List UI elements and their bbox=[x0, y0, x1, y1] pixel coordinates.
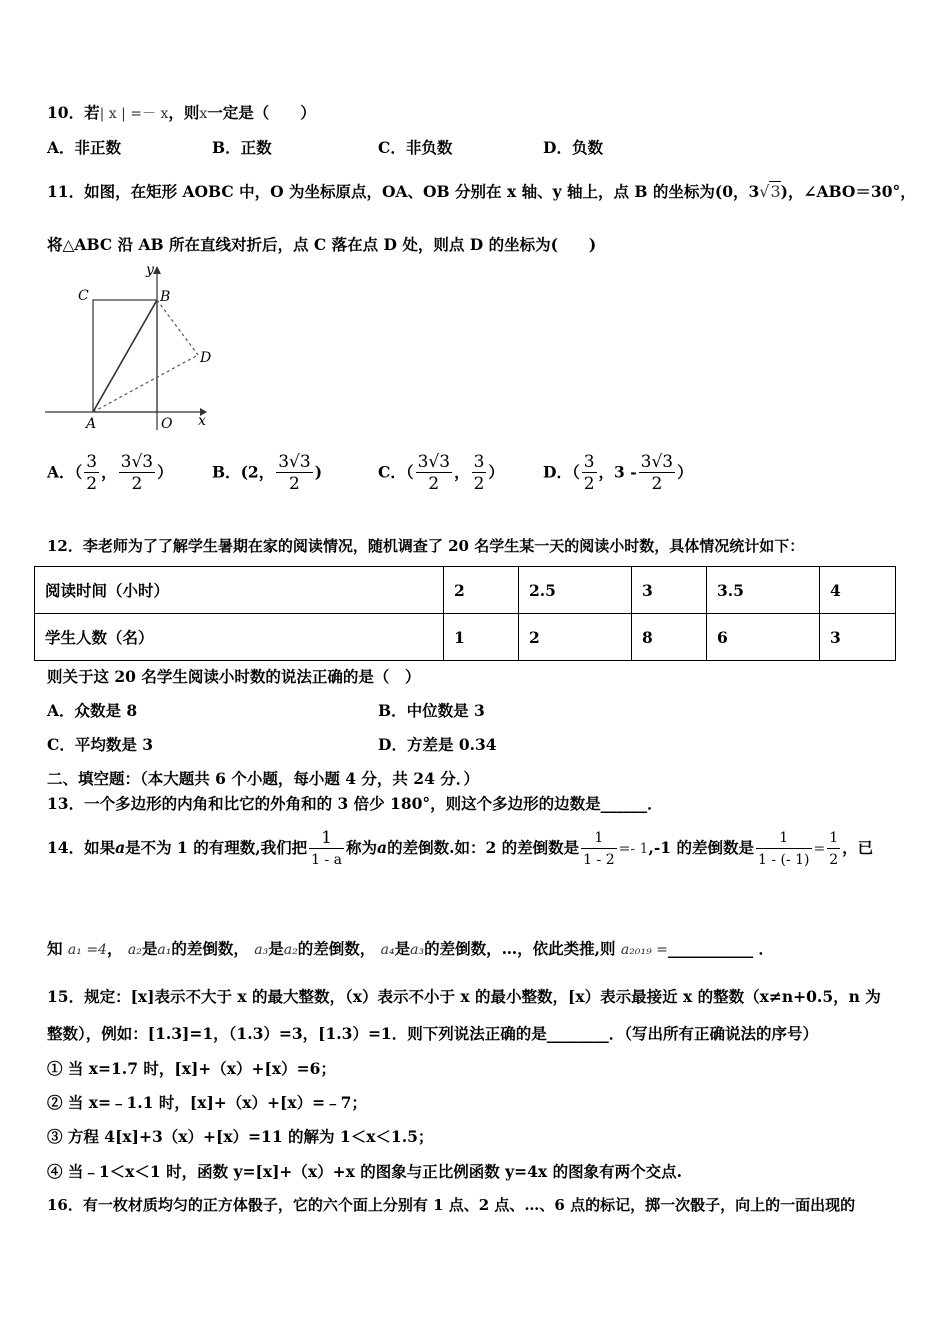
q11-a-prefix: A．（ bbox=[47, 462, 83, 482]
q14-frac-4-den: 2 bbox=[827, 848, 840, 871]
y-axis-arrow bbox=[153, 266, 161, 274]
q14-a1: a₁ bbox=[157, 942, 172, 958]
label-b: B bbox=[160, 289, 171, 305]
q11-d-prefix: D．（ bbox=[543, 462, 580, 482]
q11-option-c[interactable] bbox=[378, 452, 504, 495]
table-cell: 4 bbox=[820, 567, 896, 614]
q11-text-b: )，∠ABO＝30°， bbox=[780, 182, 916, 201]
q11-figure bbox=[40, 262, 225, 437]
q14-text-2: 是不为 1 的有理数,我们把 bbox=[125, 838, 308, 857]
q10-text-b: ，则 bbox=[168, 103, 200, 122]
table-cell: 6 bbox=[707, 614, 820, 661]
q14-l2-text-a: 知 bbox=[47, 939, 63, 958]
q11-b-suffix: ) bbox=[314, 462, 323, 482]
q15-item-2: ② 当 x=﹣1.1 时，[x]+（x）+[x）=﹣7； bbox=[47, 1093, 367, 1112]
section2-heading: 二、填空题：（本大题共 6 个小题，每小题 4 分，共 24 分．） bbox=[47, 769, 480, 788]
label-x: x bbox=[198, 413, 206, 429]
q14-a2019: a₂₀₁₉ = bbox=[620, 942, 668, 958]
table-row bbox=[35, 567, 896, 614]
q14-var-a-2: a bbox=[377, 838, 388, 857]
q14-text-4: 的差倒数.如：2 的差倒数是 bbox=[387, 838, 580, 857]
q14-frac-def-num: 1 bbox=[321, 827, 332, 848]
q16-stem: 16．有一枚材质均匀的正方体骰子，它的六个面上分别有 1 点、2 点、…、6 点的标记，掷一次骰子，向上的一面出现的 bbox=[47, 1196, 856, 1214]
q14-a1-eq: a₁ =4 bbox=[67, 942, 107, 958]
q11-c-frac2 bbox=[472, 452, 487, 495]
q10-option-d[interactable]: D．负数 bbox=[543, 138, 603, 157]
q14-frac-2-den: 1 - 2 bbox=[581, 848, 616, 871]
q11-b-frac1-den: 2 bbox=[276, 472, 312, 495]
q10-option-c[interactable]: C．非负数 bbox=[378, 138, 453, 157]
q14-frac-def-den: 1 - a bbox=[309, 848, 344, 871]
q11-stem-line2: 将△ABC 沿 AB 所在直线对折后，点 C 落在点 D 处，则点 D 的坐标为( ) bbox=[47, 235, 597, 254]
label-o: O bbox=[161, 416, 173, 432]
q10-abs-expr: | x | =－ x bbox=[99, 106, 169, 122]
q11-b-frac1-num: 3√3 bbox=[278, 452, 311, 472]
table-row bbox=[35, 614, 896, 661]
q15-line2: 整数），例如：[1.3]=1，（1.3）=3，[1.3）=1．则下列说法正确的是________．（写出所有正确说法的序号） bbox=[47, 1024, 818, 1043]
q11-a-frac1-num: 3 bbox=[86, 452, 98, 472]
table-cell: 2 bbox=[519, 614, 632, 661]
q14-frac-3 bbox=[756, 828, 812, 871]
q14-is-1: 是 bbox=[141, 939, 158, 958]
q15-item-1: ① 当 x=1.7 时，[x]+（x）+[x）=6； bbox=[47, 1059, 336, 1078]
table-cell: 2.5 bbox=[519, 567, 632, 614]
q10-text-a: 10．若 bbox=[47, 103, 100, 122]
q11-a-frac2-den: 2 bbox=[119, 472, 155, 495]
q12-option-d[interactable]: D．方差是 0.34 bbox=[378, 735, 497, 754]
table-cell: 学生人数（名） bbox=[35, 614, 444, 661]
q14-a3: a₃ bbox=[254, 942, 269, 958]
q12-option-b[interactable]: B．中位数是 3 bbox=[378, 701, 485, 720]
label-a: A bbox=[86, 416, 97, 432]
q13-stem: 13．一个多边形的内角和比它的外角和的 3 倍少 180°，则这个多边形的边数是______． bbox=[47, 794, 663, 813]
q14-of-1: 的差倒数， bbox=[171, 939, 249, 958]
q11-b-prefix: B．(2， bbox=[212, 462, 275, 482]
q11-d-frac2 bbox=[639, 452, 675, 495]
q11-stem-line1: 11．如图，在矩形 AOBC 中，O 为坐标原点，OA、OB 分别在 x 轴、y 轴上，点 B 的坐标为(0，3√3)，∠ABO＝30°， bbox=[47, 182, 916, 201]
q14-l2-comma: ， bbox=[106, 939, 123, 958]
segment-bd bbox=[157, 300, 198, 355]
q11-c-frac2-num: 3 bbox=[473, 452, 485, 472]
q11-sqrt-value: 3 bbox=[770, 182, 781, 201]
q11-option-a[interactable] bbox=[47, 452, 173, 495]
q14-l2-text-c: 的差倒数，…，依此类推,则 bbox=[424, 939, 616, 958]
q11-c-frac1-den: 2 bbox=[416, 472, 452, 495]
q12-question: 则关于这 20 名学生阅读小时数的说法正确的是（ ） bbox=[47, 667, 421, 686]
q12-option-c[interactable]: C．平均数是 3 bbox=[47, 735, 154, 754]
table-cell: 3 bbox=[632, 567, 707, 614]
q11-d-sep: ，3 - bbox=[598, 462, 637, 482]
q11-a-frac1 bbox=[84, 452, 99, 495]
q15-line1: 15．规定：[x]表示不大于 x 的最大整数，（x）表示不小于 x 的最小整数，[x）表示最接近 x 的整数（x≠n+0.5，n 为 bbox=[47, 987, 881, 1006]
q14-frac-3-num: 1 bbox=[779, 829, 789, 846]
table-cell: 2 bbox=[444, 567, 519, 614]
q10-option-b[interactable]: B．正数 bbox=[212, 138, 272, 157]
table-cell: 1 bbox=[444, 614, 519, 661]
table-cell: 3.5 bbox=[707, 567, 820, 614]
q11-c-frac1 bbox=[416, 452, 452, 495]
q14-var-a: a bbox=[115, 838, 126, 857]
q14-of-2: 的差倒数， bbox=[297, 939, 376, 958]
q12-stem: 12．李老师为了了解学生暑期在家的阅读情况，随机调查了 20 名学生某一天的阅读小时数，具体情况统计如下： bbox=[47, 537, 805, 555]
q12-option-a[interactable]: A．众数是 8 bbox=[47, 701, 138, 720]
q14-eq-2: =- 1 bbox=[618, 841, 649, 857]
q14-a2-ref: a₂ bbox=[283, 942, 298, 958]
q14-a3-ref: a₃ bbox=[410, 942, 425, 958]
q14-frac-2-num: 1 bbox=[594, 829, 604, 846]
q10-option-a[interactable]: A．非正数 bbox=[47, 138, 122, 157]
q14-a4: a₄ bbox=[380, 942, 395, 958]
table-cell: 阅读时间（小时） bbox=[35, 567, 444, 614]
q11-text-a: 11．如图，在矩形 AOBC 中，O 为坐标原点，OA、OB 分别在 x 轴、y 轴上，点 B 的坐标为(0，3 bbox=[47, 182, 760, 201]
q14-line2 bbox=[47, 937, 774, 959]
q11-option-d[interactable] bbox=[543, 452, 693, 495]
q11-d-frac2-num: 3√3 bbox=[640, 452, 674, 472]
q11-d-frac1 bbox=[582, 452, 597, 495]
q14-text-3: 称为 bbox=[346, 838, 378, 857]
q11-d-frac2-den: 2 bbox=[639, 472, 675, 495]
q11-a-sep: ， bbox=[101, 462, 117, 482]
q11-a-frac2-num: 3√3 bbox=[120, 452, 154, 472]
q14-is-3: 是 bbox=[394, 939, 411, 958]
q14-answer-blank[interactable]: ___________ ． bbox=[667, 939, 775, 958]
q14-frac-2 bbox=[581, 828, 616, 871]
q10-stem bbox=[47, 101, 316, 123]
q11-d-frac1-num: 3 bbox=[583, 452, 595, 472]
q14-frac-def bbox=[309, 828, 344, 871]
q11-c-frac1-num: 3√3 bbox=[417, 452, 451, 472]
q11-c-frac2-den: 2 bbox=[473, 474, 485, 494]
q11-b-frac1 bbox=[276, 452, 312, 495]
q10-var-x: x bbox=[199, 106, 208, 122]
q14-line1 bbox=[47, 826, 873, 871]
q11-a-suffix: ） bbox=[157, 462, 173, 482]
q11-c-prefix: C．（ bbox=[378, 462, 414, 482]
q10-text-c: 一定是（ ） bbox=[207, 103, 316, 122]
q14-a2: a₂ bbox=[127, 942, 142, 958]
table-cell: 8 bbox=[632, 614, 707, 661]
q11-c-sep: ， bbox=[454, 462, 470, 482]
q14-frac-4 bbox=[827, 828, 840, 871]
q11-d-frac1-den: 2 bbox=[583, 474, 595, 494]
label-c: C bbox=[78, 288, 89, 304]
q11-c-suffix: ） bbox=[488, 462, 504, 482]
q14-text-5: ,-1 的差倒数是 bbox=[648, 838, 754, 857]
q11-option-b[interactable] bbox=[212, 452, 322, 495]
q14-text-1: 14．如果 bbox=[47, 838, 116, 857]
label-d: D bbox=[200, 350, 212, 366]
q14-text-6: ，已 bbox=[842, 838, 874, 857]
q11-d-suffix: ） bbox=[677, 462, 693, 482]
q14-frac-4-num: 1 bbox=[829, 829, 839, 846]
table-cell: 3 bbox=[820, 614, 896, 661]
q14-frac-3-den: 1 - (- 1) bbox=[756, 848, 812, 871]
q11-a-frac1-den: 2 bbox=[86, 474, 98, 494]
q14-is-2: 是 bbox=[268, 939, 284, 958]
q15-item-3: ③ 方程 4[x]+3（x）+[x）=11 的解为 1＜x＜1.5； bbox=[47, 1127, 434, 1146]
q12-table bbox=[34, 566, 896, 661]
q15-item-4: ④ 当﹣1＜x＜1 时，函数 y=[x]+（x）+x 的图象与正比例函数 y=4x 的图象有两个交点. bbox=[47, 1162, 682, 1181]
q11-a-frac2 bbox=[119, 452, 155, 495]
label-y: y bbox=[146, 262, 154, 278]
q14-eq-3: = bbox=[813, 841, 826, 857]
